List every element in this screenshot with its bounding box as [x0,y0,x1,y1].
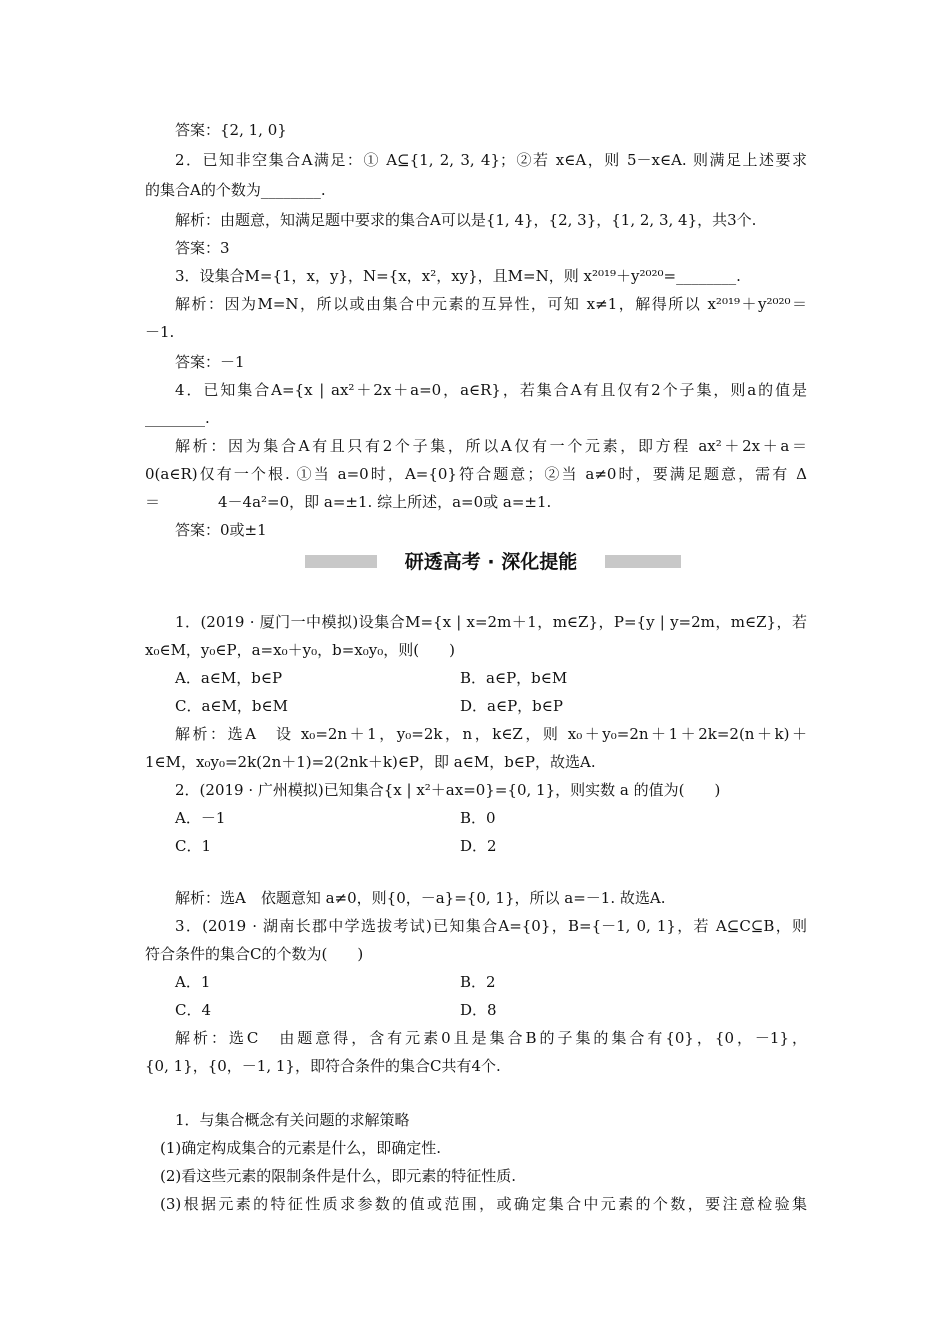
exercise-3-solution-cont: {0, 1}，{0，－1, 1}，即符合条件的集合C共有4个. [145,1057,501,1075]
solution-4-text-cont: 0(a∈R)仅有一个根. ①当 a=0时，A={0}符合题意；②当 a≠0时，要满足题意，需有 Δ [145,465,807,483]
question-2-text: 2．已知非空集合A满足：① A⊆{1, 2, 3, 4}；②若 x∈A，则 5－x∈A. 则满足上述要求 [175,151,807,169]
answer-2: 答案：3 [175,239,230,257]
exercise-2-text: 2．(2019 · 广州模拟)已知集合{x | x²＋ax=0}={0, 1}，则实数 a 的值为( ) [175,781,721,799]
exercise-2-solution: 解析：选A 依题意知 a≠0，则{0，－a}={0, 1}，所以 a=－1. 故选A. [175,889,666,907]
exercise-1-text-cont: x₀∈M，y₀∈P，a=x₀＋y₀，b=x₀y₀，则( ) [145,641,455,659]
summary-point-1: (1)确定构成集合的元素是什么，即确定性. [160,1139,442,1157]
solution-3-text-cont: －1. [145,323,175,341]
exercise-1-solution: 解析：选A 设 x₀=2n＋1，y₀=2k，n，k∈Z，则 x₀＋y₀=2n＋1＋2k=2(n＋k)＋ [175,725,807,743]
section-title: 研透高考 · 深化提能 [404,551,578,573]
solution-4-equals: ＝ [145,493,161,511]
exercise-2-option-c: C．1 [175,837,212,855]
exercise-2-option-a: A．－1 [175,809,226,827]
exercise-1-text: 1．(2019 · 厦门一中模拟)设集合M={x | x=2m＋1，m∈Z}，P={y | y=2m，m∈Z}，若 [175,613,807,631]
question-4-blank: ________. [145,409,210,427]
solution-4-formula: 4－4a²=0，即 a=±1. 综上所述，a=0或 a=±1. [218,493,552,511]
exercise-3-option-a: A．1 [175,973,211,991]
question-3-text: 3．设集合M={1，x，y}，N={x，x²，xy}，且M=N，则 x²⁰¹⁹＋y²⁰²⁰=________. [175,267,741,285]
exercise-1-option-d: D．a∈P，b∈P [460,697,563,715]
section-header [305,551,681,573]
exercise-1-option-b: B．a∈P，b∈M [460,669,568,687]
answer-3: 答案：－1 [175,353,245,371]
exercise-3-option-b: B．2 [460,973,496,991]
exercise-2-option-b: B．0 [460,809,496,827]
solution-3-text: 解析：因为M=N，所以或由集合中元素的互异性，可知 x≠1，解得所以 x²⁰¹⁹＋y²⁰²⁰＝ [175,295,807,313]
exercise-3-text: 3．(2019 · 湖南长郡中学选拔考试)已知集合A={0}，B={－1, 0, 1}，若 A⊆C⊆B，则 [175,917,807,935]
exercise-3-option-c: C．4 [175,1001,212,1019]
solution-2-text: 解析：由题意，知满足题中要求的集合A可以是{1, 4}，{2, 3}，{1, 2, 3, 4}，共3个. [175,211,757,229]
question-4-text: 4．已知集合A={x | ax²＋2x＋a=0，a∈R}，若集合A有且仅有2个子集，则a的值是 [175,381,807,399]
answer-line: 答案：{2, 1, 0} [175,121,287,139]
exercise-3-option-d: D．8 [460,1001,497,1019]
exercise-3-solution: 解析：选C 由题意得，含有元素0且是集合B的子集的集合有{0}，{0，－1}， [175,1029,807,1047]
summary-point-2: (2)看这些元素的限制条件是什么，即元素的特征性质. [160,1167,517,1185]
exercise-2-option-d: D．2 [460,837,497,855]
exercise-3-text-cont: 符合条件的集合C的个数为( ) [145,945,364,963]
answer-4: 答案：0或±1 [175,521,267,539]
section-bar-left [305,555,377,568]
section-bar-right [605,555,681,568]
exercise-1-solution-cont: 1∈M，x₀y₀=2k(2n＋1)=2(2nk＋k)∈P，即 a∈M，b∈P，故选A. [145,753,596,771]
summary-heading: 1．与集合概念有关问题的求解策略 [175,1111,410,1129]
exercise-1-option-a: A．a∈M，b∈P [175,669,283,687]
summary-point-3: (3)根据元素的特征性质求参数的值或范围，或确定集合中元素的个数，要注意检验集 [160,1195,807,1213]
solution-4-text: 解析：因为集合A有且只有2个子集，所以A仅有一个元素，即方程 ax²＋2x＋a＝ [175,437,807,455]
exercise-1-option-c: C．a∈M，b∈M [175,697,288,715]
question-2-text-cont: 的集合A的个数为________. [145,181,326,199]
